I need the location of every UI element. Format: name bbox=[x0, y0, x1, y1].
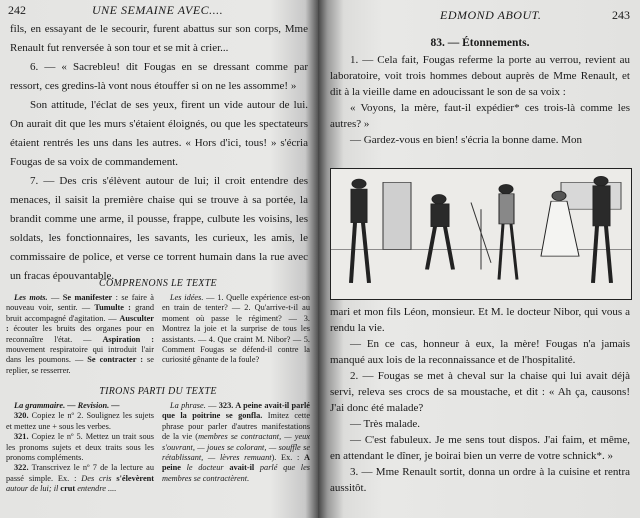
bold-text: 323. A peine avait-il parlé que la poitrine se gonfla. bbox=[162, 401, 310, 421]
text-run: se replier, se resserrer. bbox=[6, 355, 154, 375]
text-run: « Voyons, la mère, faut-il expédier* ces trois-là comme les autres? » bbox=[330, 102, 630, 130]
paragraph bbox=[330, 52, 630, 100]
text-run: 6. — « Sacrebleu! dit Fougas en se dressant comme par ressort, ces gredins-là vont nous étouffer si on ne les assomme! » bbox=[10, 61, 308, 92]
bold-text: La grammaire. — Revision. — bbox=[14, 401, 120, 410]
paragraph bbox=[330, 304, 630, 336]
text-run: — Très malade. bbox=[350, 418, 420, 430]
text-run: Copiez le nº 2. Soulignez les sujets et mettez une + sous les verbes. bbox=[6, 411, 154, 431]
running-head: UNE SEMAINE AVEC.... bbox=[92, 3, 224, 17]
bold-text: Aspiration : bbox=[102, 334, 154, 344]
paragraph bbox=[10, 20, 308, 58]
paragraph bbox=[330, 432, 630, 464]
running-head: EDMOND ABOUT. bbox=[440, 8, 542, 22]
text-run: 3. — Mme Renault sortit, donna un ordre à la cuisine et rentra aussitôt. bbox=[330, 466, 630, 494]
bold-text: Les mots. bbox=[14, 293, 48, 302]
illustration-drawing bbox=[331, 169, 631, 299]
text-run: Imitez cette phrase pour parler d'autres manifestations de la vie ( bbox=[162, 411, 310, 442]
illustration bbox=[330, 168, 632, 300]
bold-text: Tumulte : bbox=[94, 303, 131, 313]
text-run: fils, en essayant de le secourir, furent abattus sur son corps, Mme Renault fut renversée à son tour et se mit à crier... bbox=[10, 23, 308, 54]
italic-text: La phrase. bbox=[170, 401, 206, 410]
italic-text: Les idées. bbox=[170, 293, 204, 302]
bold-text: 320. bbox=[14, 411, 29, 421]
paragraph bbox=[6, 293, 154, 376]
paragraph bbox=[10, 96, 308, 172]
vocabulary-notes bbox=[6, 293, 154, 376]
right-page bbox=[318, 0, 640, 518]
italic-text: parlé que les membres se contractèrent. bbox=[162, 463, 311, 483]
page-number: 243 bbox=[612, 8, 630, 22]
text-run: 2. — Fougas se met à cheval sur la chaise qui lui avait déjà servi, relevа ses crocs de sa moustache, et dit : « Ah ça, causons! J'ai donc été malade? bbox=[330, 370, 630, 414]
paragraph bbox=[330, 416, 630, 432]
text-run: 7. — Des cris s'élèvent autour de lui; il croit entendre des menaces, il saisit la première chaise qui se trouve à sa portée, la brandit comme une arme, il pousse, frappe, culbute les voisins, les soldats, les fonctionnaires, les savants, les curieux, les amis, le commissaire de police, et verse ce torrent humain dans la rue avec un fracas épouvantable. bbox=[10, 175, 308, 282]
text-run: — 1. Quelle expérience est-on en train de tenter? — 2. Qu'arrive-t-il au moment où passe le régiment? — 3. Montrez la joie et la surprise de tous les assistants. — 4. Que craint M. Nibor? — 5. Comment Fougas se défend-il contre la curiosité gênante de la foule? bbox=[162, 293, 310, 365]
italic-text: entendre .... bbox=[75, 484, 117, 494]
section-title: COMPRENONS LE TEXTE bbox=[99, 278, 217, 289]
bold-text: crut bbox=[60, 484, 76, 494]
italic-text: autour de lui; il bbox=[6, 484, 61, 494]
paragraph bbox=[6, 401, 154, 411]
section-title: TIRONS PARTI DU TEXTE bbox=[99, 386, 217, 397]
text-run: — C'est fabuleux. Je me sens tout dispos. J'ai faim, et même, en attendant le dîner, je boirai bien un verre de votre schnick*. » bbox=[330, 434, 630, 462]
text-run: — Gardez-vous en bien! s'écria la bonne dame. Mon bbox=[350, 134, 582, 146]
paragraph bbox=[330, 132, 630, 148]
text-run: grand bruit accompagné d'agitation. — bbox=[6, 303, 155, 323]
paragraphs bbox=[330, 52, 630, 148]
text-run: Son attitude, l'éclat de ses yeux, firent un vide autour de lui. On aurait dit que les murs s'étaient éloignés, ou que les spectateurs étaient rentrés les uns dans les autres. « Hors d'ici, tous! » s'écria Fougas de sa voix de commandement. bbox=[10, 99, 308, 168]
text-run: — En ce cas, honneur à eux, la mère! Fougas n'a jamais manqué aux lois de la reconnaissance et de l'hospitalité. bbox=[330, 338, 630, 366]
bold-text: Ausculter : bbox=[6, 313, 154, 334]
text-run: mouvement respiratoire qui introduit l'air dans les poumons. — bbox=[6, 345, 154, 365]
left-page bbox=[0, 0, 318, 518]
paragraph bbox=[330, 464, 630, 496]
bold-text: s'élevèrent bbox=[116, 473, 155, 483]
paragraph bbox=[162, 293, 310, 366]
paragraph bbox=[330, 100, 630, 132]
paragraph bbox=[6, 463, 154, 494]
comprehension-questions bbox=[162, 293, 310, 366]
paragraph bbox=[10, 172, 308, 286]
paragraph bbox=[10, 58, 308, 96]
page-number: 242 bbox=[8, 3, 26, 17]
text-run: Copiez le nº 5. Mettez un trait sous les pronoms sujets et deux traits sous les pronoms compléments. bbox=[6, 432, 154, 463]
italic-text: membres se contractant, — yeux s'ouvrant, — joues se colorant, — souffle se rétablissant, — lèvres remuant bbox=[162, 432, 310, 463]
text-run: mari et mon fils Léon, monsieur. Et M. le docteur Nibor, qui vous a rendu la vie. bbox=[330, 306, 630, 334]
text-run: ). Ex. : bbox=[271, 453, 304, 463]
text-run: — bbox=[205, 401, 219, 410]
text-run: 1. — Cela fait, Fougas referme la porte au verrou, revient au laboratoire, voit trois hommes debout auprès de Mme Renault, et dit à la vieille dame en adoucissant le son de sa voix : bbox=[330, 54, 630, 98]
bold-text: A peine bbox=[162, 453, 310, 473]
body-text-top bbox=[330, 34, 630, 148]
bold-text: 321. bbox=[14, 432, 29, 442]
sentence-exercise bbox=[162, 401, 310, 484]
body-text-bottom bbox=[330, 304, 630, 496]
bold-text: Se contracter : bbox=[87, 355, 144, 365]
italic-text: Des cris bbox=[81, 473, 117, 483]
bold-text: Se manifester bbox=[62, 293, 113, 302]
paragraph bbox=[6, 432, 154, 463]
body-text bbox=[10, 20, 308, 286]
bold-text: 322. bbox=[14, 463, 29, 473]
text-run: — bbox=[47, 293, 63, 302]
lesson-title: 83. — Étonnements. bbox=[430, 37, 530, 49]
paragraph bbox=[162, 401, 310, 484]
paragraph bbox=[330, 368, 630, 416]
paragraph bbox=[330, 336, 630, 368]
bold-text: avait-il bbox=[229, 463, 255, 473]
paragraph bbox=[6, 411, 154, 432]
text-run: : se faire à nouveau voir, sentir. — bbox=[6, 293, 154, 313]
italic-text: le docteur bbox=[180, 463, 230, 473]
grammar-exercises bbox=[6, 401, 154, 495]
text-run: Transcrivez le nº 7 de la lecture au passé simple. Ex. : bbox=[6, 463, 154, 483]
text-run: écouter les bruits des organes pour en reconnaître l'état. — bbox=[6, 324, 154, 344]
